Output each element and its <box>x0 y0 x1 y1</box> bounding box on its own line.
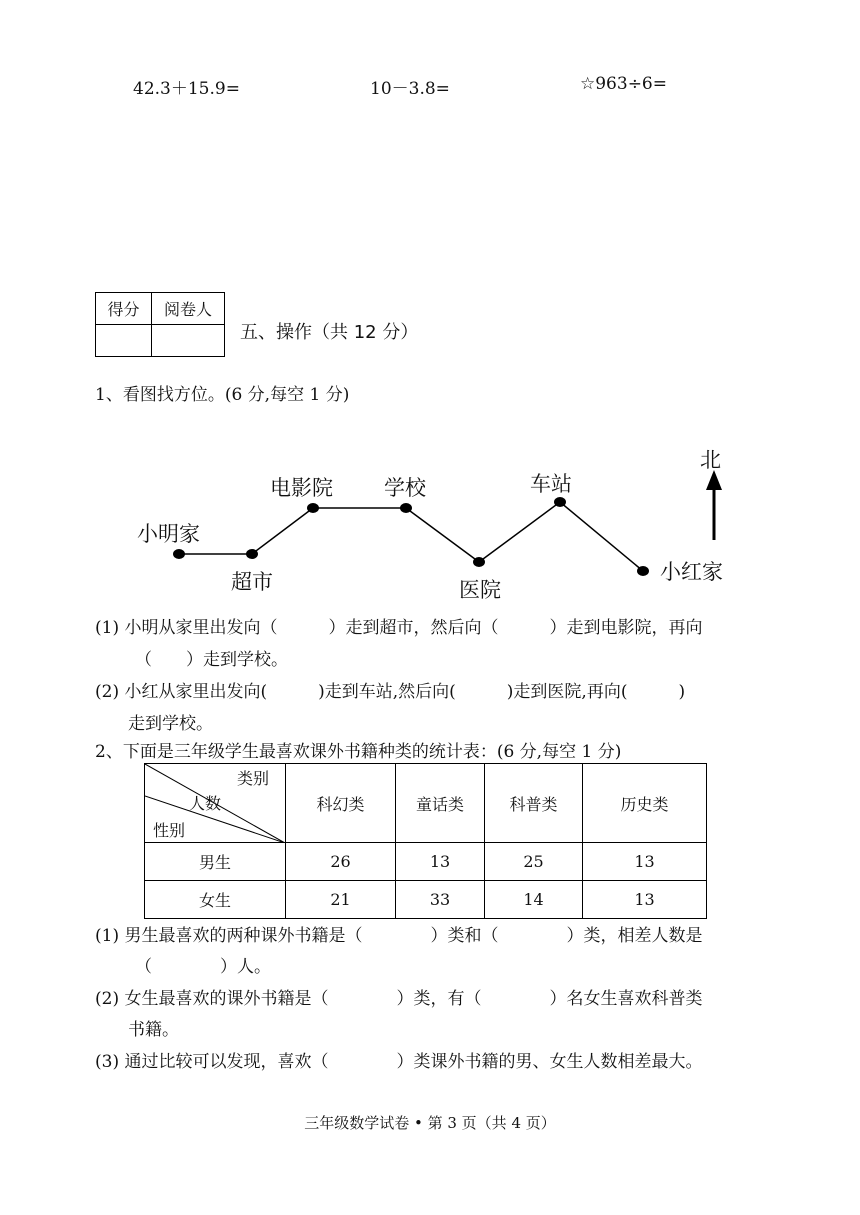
north-arrow-icon <box>706 470 722 540</box>
calc-1: 42.3＋15.9= <box>133 79 240 99</box>
table-cell: 13 <box>396 843 485 881</box>
calc-2: 10－3.8= <box>370 79 450 99</box>
page-footer: 三年级数学试卷 • 第 3 页（共 4 页） <box>304 1114 556 1132</box>
q2-sub3-line1: (3) 通过比较可以发现，喜欢（ ）类课外书籍的男、女生人数相差最大。 <box>95 1052 703 1072</box>
q2-sub2-line1: (2) 女生最喜欢的课外书籍是（ ）类，有（ ）名女生喜欢科普类 <box>95 989 703 1009</box>
supermarket-point <box>246 549 258 559</box>
q2-title: 2、下面是三年级学生最喜欢课外书籍种类的统计表：(6 分,每空 1 分) <box>95 742 622 762</box>
station-point <box>554 497 566 507</box>
supermarket-label: 超市 <box>231 570 273 594</box>
q1-title: 1、看图找方位。(6 分,每空 1 分) <box>95 385 350 405</box>
table-cell: 14 <box>485 881 583 919</box>
xiaoming-home-label: 小明家 <box>137 522 200 546</box>
cinema-label: 电影院 <box>270 476 333 500</box>
table-cell: 21 <box>286 881 396 919</box>
col-header: 童话类 <box>396 764 485 843</box>
calc-3: ☆963÷6= <box>580 74 667 94</box>
school-label: 学校 <box>384 476 426 500</box>
row-label: 女生 <box>145 881 286 919</box>
reviewer-label: 阅卷人 <box>152 293 225 325</box>
cinema-point <box>307 503 319 513</box>
q1-sub2-line2: 走到学校。 <box>128 714 213 734</box>
table-cell: 26 <box>286 843 396 881</box>
route-lines <box>179 502 643 571</box>
table-row <box>145 843 707 881</box>
q2-sub1-line1: (1) 男生最喜欢的两种课外书籍是（ ）类和（ ）类，相差人数是 <box>95 926 703 946</box>
table-cell: 25 <box>485 843 583 881</box>
col-header: 历史类 <box>583 764 707 843</box>
table-cell: 33 <box>396 881 485 919</box>
table-cell: 13 <box>583 881 707 919</box>
hospital-label: 医院 <box>459 578 501 602</box>
col-header: 科幻类 <box>286 764 396 843</box>
table-row <box>145 881 707 919</box>
q1-sub2-line1: (2) 小红从家里出发向( )走到车站,然后向( )走到医院,再向( ) <box>95 682 686 702</box>
diagonal-header <box>145 764 286 843</box>
row-label: 男生 <box>145 843 286 881</box>
station-label: 车站 <box>530 472 572 496</box>
stats-table <box>144 763 707 919</box>
q1-sub1-line1: (1) 小明从家里出发向（ ）走到超市，然后向（ ）走到电影院，再向 <box>95 618 703 638</box>
header-gender: 性别 <box>153 821 186 840</box>
hospital-point <box>473 557 485 567</box>
col-header: 科普类 <box>485 764 583 843</box>
table-cell: 13 <box>583 843 707 881</box>
q2-sub1-line2: （ ）人。 <box>135 957 271 977</box>
xiaohong-home-label: 小红家 <box>660 560 723 584</box>
q2-sub2-line2: 书籍。 <box>128 1020 179 1040</box>
north-label: 北 <box>700 448 721 472</box>
header-category: 类别 <box>237 769 270 788</box>
q1-sub1-line2: （ ）走到学校。 <box>135 650 288 670</box>
xiaoming-home-point <box>173 549 185 559</box>
xiaohong-home-point <box>637 566 649 576</box>
score-label: 得分 <box>96 293 152 325</box>
header-count: 人数 <box>189 794 222 813</box>
section-title: 五、操作（共 12 分） <box>240 322 419 343</box>
school-point <box>400 503 412 513</box>
